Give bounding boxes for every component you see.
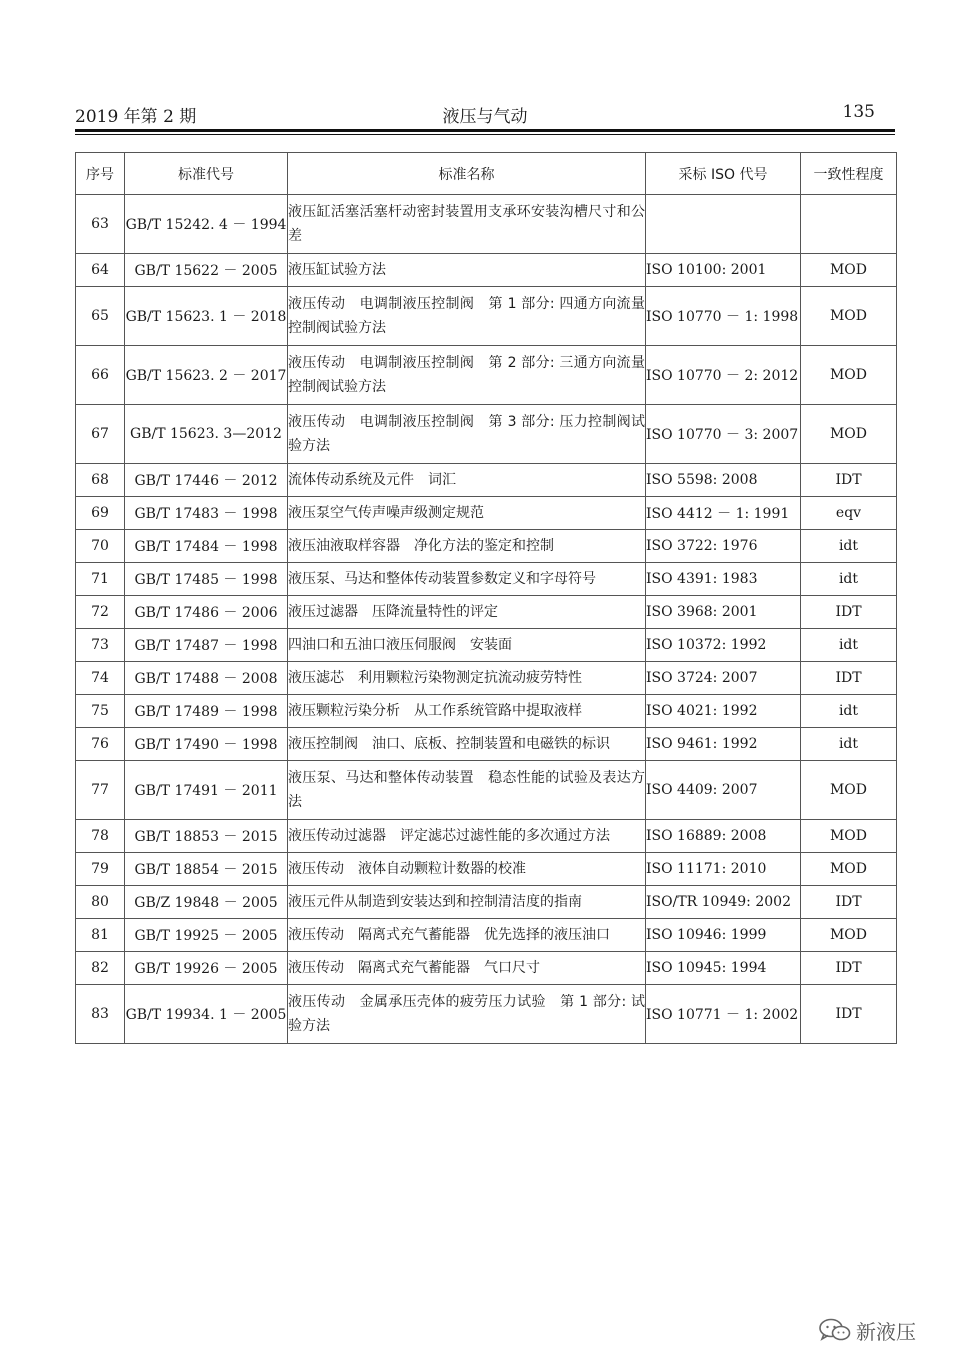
iso-code: ISO 10100: 2001	[646, 254, 801, 287]
iso-code: ISO 10770 － 1: 1998	[646, 287, 801, 346]
row-number: 72	[76, 596, 125, 629]
consistency-degree: IDT	[801, 886, 897, 919]
col-header-name: 标准名称	[288, 153, 646, 195]
iso-code: ISO 10945: 1994	[646, 952, 801, 985]
row-number: 66	[76, 346, 125, 405]
table-row	[76, 886, 897, 919]
table-row	[76, 662, 897, 695]
table-row	[76, 629, 897, 662]
header-rule-thick	[75, 129, 895, 132]
standard-code: GB/T 17488 － 2008	[125, 662, 288, 695]
table-row	[76, 853, 897, 886]
table-row	[76, 254, 897, 287]
iso-code: ISO 4409: 2007	[646, 761, 801, 820]
iso-code: ISO 9461: 1992	[646, 728, 801, 761]
table-body	[76, 195, 897, 1044]
iso-code: ISO 10771 － 1: 2002	[646, 985, 801, 1044]
standard-name: 液压泵、马达和整体传动装置 稳态性能的试验及表达方法	[288, 761, 646, 820]
standard-code: GB/T 19934. 1 － 2005	[125, 985, 288, 1044]
table-row	[76, 695, 897, 728]
consistency-degree: MOD	[801, 287, 897, 346]
iso-code: ISO 10372: 1992	[646, 629, 801, 662]
standard-code: GB/T 17487 － 1998	[125, 629, 288, 662]
iso-code: ISO 3724: 2007	[646, 662, 801, 695]
standard-code: GB/T 17486 － 2006	[125, 596, 288, 629]
iso-code: ISO 10946: 1999	[646, 919, 801, 952]
standard-code: GB/T 15622 － 2005	[125, 254, 288, 287]
table-row	[76, 405, 897, 464]
standard-name: 液压传动 金属承压壳体的疲劳压力试验 第 1 部分: 试验方法	[288, 985, 646, 1044]
table-row	[76, 820, 897, 853]
standard-name: 液压传动 隔离式充气蓄能器 气口尺寸	[288, 952, 646, 985]
page-number: 135	[842, 102, 875, 122]
standard-name: 液压油液取样容器 净化方法的鉴定和控制	[288, 530, 646, 563]
row-number: 67	[76, 405, 125, 464]
standard-name: 液压过滤器 压降流量特性的评定	[288, 596, 646, 629]
table-row	[76, 985, 897, 1044]
standard-name: 液压传动 电调制液压控制阀 第 2 部分: 三通方向流量控制阀试验方法	[288, 346, 646, 405]
standard-code: GB/Z 19848 － 2005	[125, 886, 288, 919]
table-row	[76, 195, 897, 254]
consistency-degree: idt	[801, 695, 897, 728]
row-number: 63	[76, 195, 125, 254]
col-header-no: 序号	[76, 153, 125, 195]
iso-code	[646, 195, 801, 254]
iso-code: ISO 16889: 2008	[646, 820, 801, 853]
consistency-degree: MOD	[801, 405, 897, 464]
iso-code: ISO 4391: 1983	[646, 563, 801, 596]
row-number: 71	[76, 563, 125, 596]
table-row	[76, 497, 897, 530]
table-row	[76, 761, 897, 820]
col-header-code: 标准代号	[125, 153, 288, 195]
standard-name: 液压传动 电调制液压控制阀 第 3 部分: 压力控制阀试验方法	[288, 405, 646, 464]
standard-name: 液压传动 电调制液压控制阀 第 1 部分: 四通方向流量控制阀试验方法	[288, 287, 646, 346]
iso-code: ISO 3722: 1976	[646, 530, 801, 563]
consistency-degree: MOD	[801, 254, 897, 287]
row-number: 82	[76, 952, 125, 985]
consistency-degree: idt	[801, 728, 897, 761]
standard-code: GB/T 15623. 3—2012	[125, 405, 288, 464]
table-row	[76, 919, 897, 952]
col-header-iso: 采标 ISO 代号	[646, 153, 801, 195]
table-row	[76, 728, 897, 761]
row-number: 73	[76, 629, 125, 662]
standard-name: 液压泵、马达和整体传动装置参数定义和字母符号	[288, 563, 646, 596]
standard-name: 液压传动 液体自动颗粒计数器的校准	[288, 853, 646, 886]
iso-code: ISO 11171: 2010	[646, 853, 801, 886]
row-number: 80	[76, 886, 125, 919]
page-header	[75, 100, 895, 128]
consistency-degree: MOD	[801, 346, 897, 405]
standard-code: GB/T 19926 － 2005	[125, 952, 288, 985]
standard-name: 液压缸试验方法	[288, 254, 646, 287]
row-number: 76	[76, 728, 125, 761]
standard-name: 液压控制阀 油口、底板、控制装置和电磁铁的标识	[288, 728, 646, 761]
consistency-degree: IDT	[801, 596, 897, 629]
standard-name: 液压传动 隔离式充气蓄能器 优先选择的液压油口	[288, 919, 646, 952]
row-number: 79	[76, 853, 125, 886]
watermark-text: 新液压	[856, 1320, 916, 1344]
iso-code: ISO/TR 10949: 2002	[646, 886, 801, 919]
table-row	[76, 287, 897, 346]
standard-code: GB/T 17485 － 1998	[125, 563, 288, 596]
col-header-degree: 一致性程度	[801, 153, 897, 195]
consistency-degree: IDT	[801, 952, 897, 985]
standard-code: GB/T 15242. 4 － 1994	[125, 195, 288, 254]
consistency-degree: IDT	[801, 662, 897, 695]
row-number: 68	[76, 464, 125, 497]
row-number: 65	[76, 287, 125, 346]
consistency-degree: MOD	[801, 853, 897, 886]
iso-code: ISO 10770 － 2: 2012	[646, 346, 801, 405]
table-header-row	[76, 153, 897, 195]
standard-name: 液压缸活塞活塞杆动密封装置用支承环安装沟槽尺寸和公差	[288, 195, 646, 254]
consistency-degree: IDT	[801, 985, 897, 1044]
row-number: 78	[76, 820, 125, 853]
table-row	[76, 464, 897, 497]
standard-code: GB/T 18854 － 2015	[125, 853, 288, 886]
issue-label: 2019 年第 2 期	[75, 107, 197, 127]
standard-code: GB/T 17446 － 2012	[125, 464, 288, 497]
journal-title: 液压与气动	[442, 107, 528, 127]
iso-code: ISO 4021: 1992	[646, 695, 801, 728]
standards-table	[75, 152, 897, 1044]
standard-code: GB/T 18853 － 2015	[125, 820, 288, 853]
consistency-degree: idt	[801, 563, 897, 596]
table-row	[76, 563, 897, 596]
row-number: 69	[76, 497, 125, 530]
row-number: 64	[76, 254, 125, 287]
standard-name: 液压颗粒污染分析 从工作系统管路中提取液样	[288, 695, 646, 728]
consistency-degree: MOD	[801, 919, 897, 952]
iso-code: ISO 3968: 2001	[646, 596, 801, 629]
iso-code: ISO 10770 － 3: 2007	[646, 405, 801, 464]
consistency-degree: MOD	[801, 761, 897, 820]
consistency-degree: eqv	[801, 497, 897, 530]
standard-name: 液压传动过滤器 评定滤芯过滤性能的多次通过方法	[288, 820, 646, 853]
consistency-degree	[801, 195, 897, 254]
iso-code: ISO 4412 － 1: 1991	[646, 497, 801, 530]
standard-code: GB/T 17489 － 1998	[125, 695, 288, 728]
table-row	[76, 596, 897, 629]
standard-code: GB/T 19925 － 2005	[125, 919, 288, 952]
consistency-degree: MOD	[801, 820, 897, 853]
standard-name: 液压泵空气传声噪声级测定规范	[288, 497, 646, 530]
standard-name: 液压元件从制造到安装达到和控制清洁度的指南	[288, 886, 646, 919]
standard-code: GB/T 17491 － 2011	[125, 761, 288, 820]
standard-code: GB/T 15623. 1 － 2018	[125, 287, 288, 346]
row-number: 81	[76, 919, 125, 952]
standard-name: 液压滤芯 利用颗粒污染物测定抗流动疲劳特性	[288, 662, 646, 695]
wechat-icon	[818, 1318, 852, 1342]
standard-name: 流体传动系统及元件 词汇	[288, 464, 646, 497]
table-row	[76, 952, 897, 985]
consistency-degree: idt	[801, 530, 897, 563]
header-rule-thin	[75, 134, 895, 135]
iso-code: ISO 5598: 2008	[646, 464, 801, 497]
standard-code: GB/T 17483 － 1998	[125, 497, 288, 530]
table-row	[76, 530, 897, 563]
table-row	[76, 346, 897, 405]
standard-name: 四油口和五油口液压伺服阀 安装面	[288, 629, 646, 662]
standard-code: GB/T 17490 － 1998	[125, 728, 288, 761]
consistency-degree: idt	[801, 629, 897, 662]
row-number: 74	[76, 662, 125, 695]
row-number: 70	[76, 530, 125, 563]
row-number: 75	[76, 695, 125, 728]
row-number: 83	[76, 985, 125, 1044]
standard-code: GB/T 17484 － 1998	[125, 530, 288, 563]
consistency-degree: IDT	[801, 464, 897, 497]
standard-code: GB/T 15623. 2 － 2017	[125, 346, 288, 405]
row-number: 77	[76, 761, 125, 820]
